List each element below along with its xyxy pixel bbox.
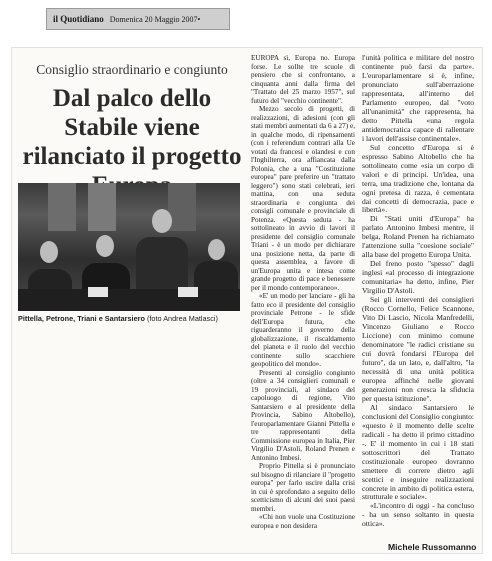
paragraph: «E' un modo per lanciare - gli ha fatto eco il presidente del consiglio provinciale Petrone - le sfide dell'Europa futura, che riguarderanno il governo della globalizzazione, il riscaldamento del pianeta e il ruolo del vecchio continente sullo scacchiere geopolitico del mondo». xyxy=(251,292,355,368)
photo-caption-text: Pittella, Petrone, Triani e Santarsiero xyxy=(18,314,145,323)
flag-shape xyxy=(48,183,76,231)
person-head xyxy=(96,235,114,257)
newspaper-name: il Quotidiano xyxy=(53,14,104,24)
paragraph: Sul concetto d'Europa si è espresso Sabino Altobello che ha sottolineato come «sia un corpo di valori e di principi. Un'idea, una terra, una tradizione che, lontana da ogni pretesa di razza, è cementata dai concetti di democrazia, pace e libertà». xyxy=(362,142,474,215)
paragraph: Proprio Pittella si è pronunciato sul bisogno di rilanciare il "progetto europa" per farlo uscire dalla crisi in cui è sprofondato a seguito dello scetticismo di alcuni dei suoi paesi membri. xyxy=(251,462,355,513)
paragraph: l'unità politica e militare del nostro continente può farsi da parte». L'europarlamentare si è, infine, pronunciato sull'aberrazione rappresentata, all'interno del Parlamento europeo, dal "voto all'unanimità" che rappresenta, ha detto Pittella «una regola antidemocratica capace di rallentare i lavori dell'assise continentale». xyxy=(362,53,474,143)
paper-sheet xyxy=(88,287,108,297)
paragraph: Presenti al consiglio congiunto (oltre a 34 consiglieri comunali e 19 provinciali, al sindaco del capoluogo di regione, Vito Santarsiero e al presidente della Provincia, Sabino Altobello), l'europarlamentare Gianni Pittella e tre rappresentanti della Commissione europea in Italia, Pier Virgilio D'Astoli, Roland Prenen e Antonino Imbesi. xyxy=(251,368,355,462)
conference-table xyxy=(18,289,240,311)
paragraph: Al sindaco Santarsiero le conclusioni del Consiglio congiunto: «questo è il momento delle scelte radicali - ha detto il primo cittadino -. E' il momento in cui i 18 stati sottoscrittori del Trattato costituzionale europeo dovranno smettere di correre dietro agli scettici e inseguire realizzazioni concrete in ambito di politica estera, strutturale e sociale». xyxy=(362,402,475,502)
paragraph: Sei gli interventi dei consiglieri (Rocco Cornello, Felice Scannone, Vito Di Lascio, Nicola Manfredelli, Vincenzo Giuliano e Rocco Liccione) con minimo comune denominatore "le radici cristiane su cui dovrà fondarsi l'Europa del futuro", da un lato, e, dall'altro, "la necessità di una unità politica europea affinché nelle giovani generazioni non cresca la sfiducia per questa istituzione". xyxy=(362,295,474,403)
photo-caption xyxy=(18,314,244,323)
flag-shape xyxy=(88,183,116,231)
person-head xyxy=(208,239,225,260)
paper-sheet xyxy=(178,287,198,297)
photo-credit: (foto Andrea Matlasci) xyxy=(146,314,218,323)
paragraph: «L'incontro di oggi - ha concluso - ha un senso soltanto in questa ottica». xyxy=(362,501,474,529)
person-head xyxy=(152,209,172,233)
article-headline: Dal palco dello Stabile viene rilanciato il progetto xyxy=(22,85,242,170)
publication-date: Domenica 20 Maggio 2007• xyxy=(109,14,201,24)
person-head xyxy=(40,241,58,263)
paragraph: EUROPA sì, Europa no. Europa forse. Le sollte tre scuole di pensiero che si confrontano, a cinquanta anni dalla firma del "Trattato del 25 marzo 1957", sul futuro del "vecchio continente". xyxy=(251,54,355,105)
paragraph: Del freno posto "spesso" dagli inglesi «al processo di integrazione comunitaria» ha detto, infine, Pier Virgilio D'Astoli. xyxy=(362,259,474,296)
flag-shape xyxy=(168,183,196,231)
paragraph: Mezzo secolo di progetti, di realizzazioni, di adesioni (con gli stati membri aumentati da 6 a 27) e, in qualche modo, di ripensamenti (con i referendum contrari alla Ue votati da francesi e olandesi e con l'Inghilterra, ora affiancata dalla Polonia, che a una "Costituzione europea" pare preferire un "trattato leggero") sono stati celebrati, ieri mattina, con una seduta straordinaria e congiunta dei consigli comunale e provinciale di Potenza. «Questa seduta - ha sottolineato in avvio di lavori il presidente del consiglio comunale Triani - è un modo per dichiarare una posizione netta, da parte di questa assemblea, a favore di un'Europa unita e intesa come grande progetto di pace e benessere per il mondo contemporaneo». xyxy=(251,105,355,292)
article-column-1 xyxy=(251,54,355,530)
article-column-2 xyxy=(362,54,474,529)
newspaper-masthead xyxy=(46,8,230,30)
article-kicker: Consiglio straordinario e congiunto xyxy=(36,62,228,77)
article-photo xyxy=(18,183,240,311)
author-signature: Michele Russomanno xyxy=(388,542,477,552)
paragraph: Di "Stati uniti d'Europa" ha parlato Antonino Imbesi mentre, il belga, Roland Prenen ha richiamato l'attenzione sulla "coesione sociale" alla base del progetto Europa Unita. xyxy=(362,214,474,260)
paragraph: «Chi non vuole una Costituzione europea e non desidera xyxy=(251,513,355,530)
